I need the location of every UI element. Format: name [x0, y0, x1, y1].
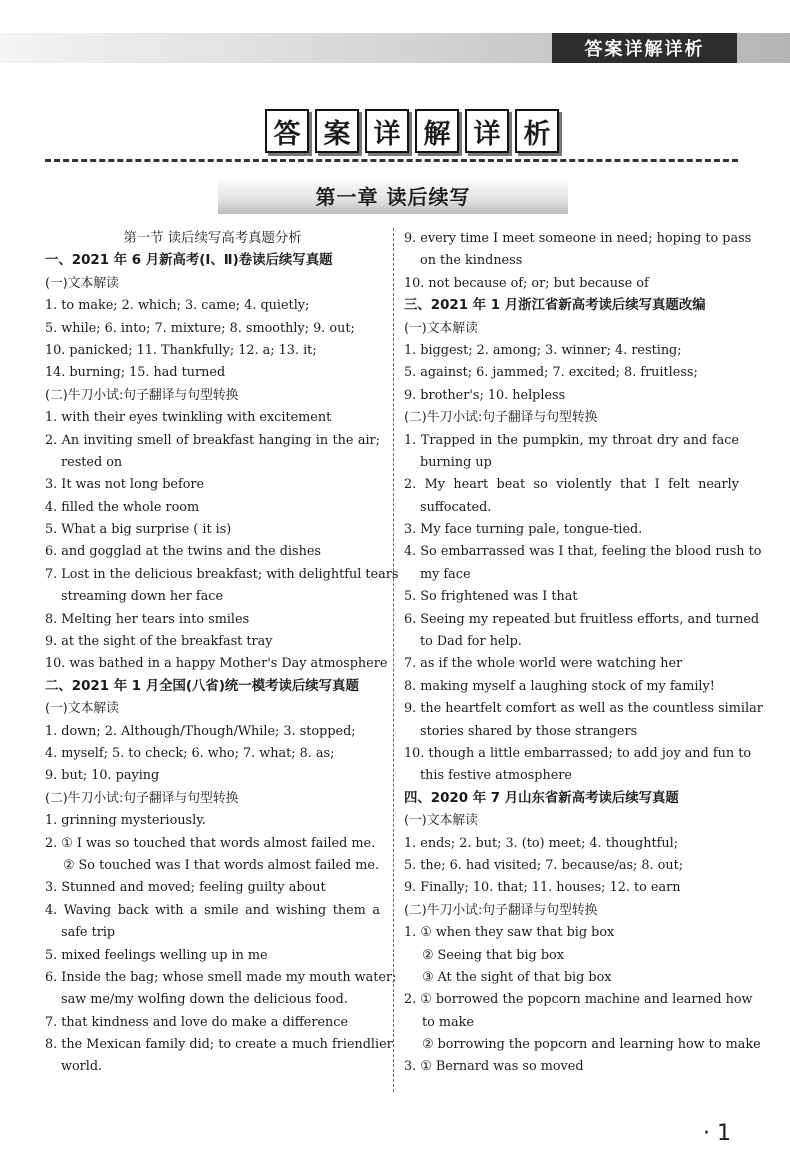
left-column-line: 4. filled the whole room [45, 499, 200, 515]
right-column-line: to Dad for help. [420, 634, 522, 650]
right-column-line: ② Seeing that big box [422, 947, 564, 963]
left-column-line: 1. down; 2. Although/Though/While; 3. stopped; [45, 723, 356, 739]
left-column-line: world. [61, 1059, 103, 1075]
left-column-line: 9. but; 10. paying [45, 768, 160, 784]
right-column-line: suffocated. [420, 499, 492, 515]
right-column-line: 9. the heartfelt comfort as well as the countless similar [404, 701, 763, 717]
left-column-line: 8. Melting her tears into smiles [45, 611, 250, 627]
right-column-line: burning up [420, 454, 492, 470]
right-column-line: 1. ① when they saw that big box [404, 925, 615, 941]
left-column [45, 228, 399, 1079]
left-column-line: (二)牛刀小试:句子翻译与句型转换 [45, 790, 239, 806]
divider [45, 159, 738, 162]
left-column-line: 6. Inside the bag; whose smell made my mouth water; [45, 969, 397, 985]
right-column-line: 8. making myself a laughing stock of my family! [404, 678, 715, 694]
right-column-line: 10. not because of; or; but because of [404, 275, 649, 291]
left-column-line: 10. panicked; 11. Thankfully; 12. a; 13. it; [45, 342, 317, 358]
title-char: 详 [465, 109, 509, 153]
header-label: 答案详解详析 [552, 33, 737, 63]
left-column-line: 4. Waving back with a smile and wishing them a [45, 902, 380, 918]
left-column-line: 5. while; 6. into; 7. mixture; 8. smoothly; 9. out; [45, 320, 355, 336]
right-column-line: (一)文本解读 [404, 813, 478, 829]
left-column-line: rested on [61, 454, 123, 470]
left-column-line: 10. was bathed in a happy Mother's Day atmosphere [45, 656, 388, 672]
right-column-line: 9. brother's; 10. helpless [404, 387, 566, 403]
left-column-line: safe trip [61, 925, 116, 941]
right-column-line: ③ At the sight of that big box [422, 969, 612, 985]
left-column-line: (二)牛刀小试:句子翻译与句型转换 [45, 387, 239, 403]
right-column-line: 7. as if the whole world were watching her [404, 656, 683, 672]
right-column-line: 1. Trapped in the pumpkin, my throat dry and face [404, 432, 739, 448]
left-column-line: 5. What a big surprise ( it is) [45, 522, 232, 538]
title-char: 案 [315, 109, 359, 153]
left-column-line: 2. ① I was so touched that words almost failed me. [45, 835, 376, 851]
right-column-line: 5. the; 6. had visited; 7. because/as; 8. out; [404, 857, 684, 873]
left-column-line: (一)文本解读 [45, 701, 119, 717]
right-column-line: 9. every time I meet someone in need; hoping to pass [404, 231, 752, 246]
left-column-line: streaming down her face [61, 589, 224, 605]
right-column-line: 6. Seeing my repeated but fruitless efforts, and turned [404, 611, 760, 627]
title-char: 答 [265, 109, 309, 153]
right-column-line: this festive atmosphere [420, 768, 572, 784]
left-column-line: 一、2021 年 6 月新高考(Ⅰ、Ⅱ)卷读后续写真题 [45, 253, 333, 269]
left-column-line: 3. It was not long before [45, 477, 205, 493]
right-column-line: (二)牛刀小试:句子翻译与句型转换 [404, 410, 598, 426]
left-column-line: 7. that kindness and love do make a difference [45, 1014, 349, 1030]
right-column-line: 1. ends; 2. but; 3. (to) meet; 4. thoughtful; [404, 835, 679, 851]
left-column-line: 5. mixed feelings welling up in me [45, 947, 268, 963]
title-char: 解 [415, 109, 459, 153]
title-char: 析 [515, 109, 559, 153]
right-column-line: 三、2021 年 1 月浙江省新高考读后续写真题改编 [404, 298, 706, 314]
left-column-line: 1. with their eyes twinkling with excitement [45, 410, 332, 426]
page-number: · 1 [703, 1121, 731, 1146]
right-column-line: 2. My heart beat so violently that I felt nearly [404, 477, 739, 493]
page-title [265, 109, 559, 153]
left-column-line: 6. and gogglad at the twins and the dishes [45, 544, 321, 560]
left-column-line: (一)文本解读 [45, 275, 119, 291]
right-column-line: 3. My face turning pale, tongue-tied. [404, 522, 643, 538]
right-column-line: 9. Finally; 10. that; 11. houses; 12. to earn [404, 880, 681, 896]
right-column-line: to make [422, 1014, 475, 1030]
right-column-line: 四、2020 年 7 月山东省新高考读后续写真题 [404, 790, 679, 806]
left-column-line: 3. Stunned and moved; feeling guilty about [45, 880, 326, 896]
left-column-line: 14. burning; 15. had turned [45, 365, 226, 381]
left-column-line: 4. myself; 5. to check; 6. who; 7. what; 8. as; [45, 745, 335, 761]
title-char: 详 [365, 109, 409, 153]
left-column-line: 9. at the sight of the breakfast tray [45, 634, 273, 650]
right-column-line: 3. ① Bernard was so moved [404, 1059, 584, 1075]
chapter-title: 第一章 读后续写 [315, 185, 471, 209]
right-column-line: stories shared by those strangers [420, 723, 638, 739]
left-column-line: 二、2021 年 1 月全国(八省)统一模考读后续写真题 [45, 678, 359, 694]
left-column-line: saw me/my wolfing down the delicious food. [61, 992, 348, 1008]
left-column-line: 2. An inviting smell of breakfast hanging in the air; [45, 432, 380, 448]
right-column-line: 5. against; 6. jammed; 7. excited; 8. fruitless; [404, 365, 698, 381]
right-column-line: 2. ① borrowed the popcorn machine and learned how [404, 992, 753, 1008]
right-column-line: 4. So embarrassed was I that, feeling the blood rush to [404, 544, 762, 560]
right-column-line: 10. though a little embarrassed; to add joy and fun to [404, 745, 752, 761]
left-column-line: 第一节 读后续写高考真题分析 [123, 231, 302, 246]
right-column-line: (一)文本解读 [404, 320, 478, 336]
right-column-line: on the kindness [420, 253, 523, 269]
right-column-line: 1. biggest; 2. among; 3. winner; 4. resting; [404, 342, 682, 358]
right-column-line: my face [420, 566, 471, 582]
column-divider [393, 228, 394, 1092]
right-column [404, 228, 763, 1079]
left-column-line: 1. grinning mysteriously. [45, 813, 206, 829]
left-column-line: ② So touched was I that words almost failed me. [63, 857, 380, 873]
right-column-line: (二)牛刀小试:句子翻译与句型转换 [404, 902, 598, 918]
right-column-line: 5. So frightened was I that [404, 589, 578, 605]
left-column-line: 1. to make; 2. which; 3. came; 4. quietly; [45, 298, 310, 314]
left-column-line: 7. Lost in the delicious breakfast; with delightful tears [45, 566, 399, 582]
right-column-line: ② borrowing the popcorn and learning how to make [422, 1037, 761, 1053]
left-column-line: 8. the Mexican family did; to create a much friendlier [45, 1037, 393, 1053]
